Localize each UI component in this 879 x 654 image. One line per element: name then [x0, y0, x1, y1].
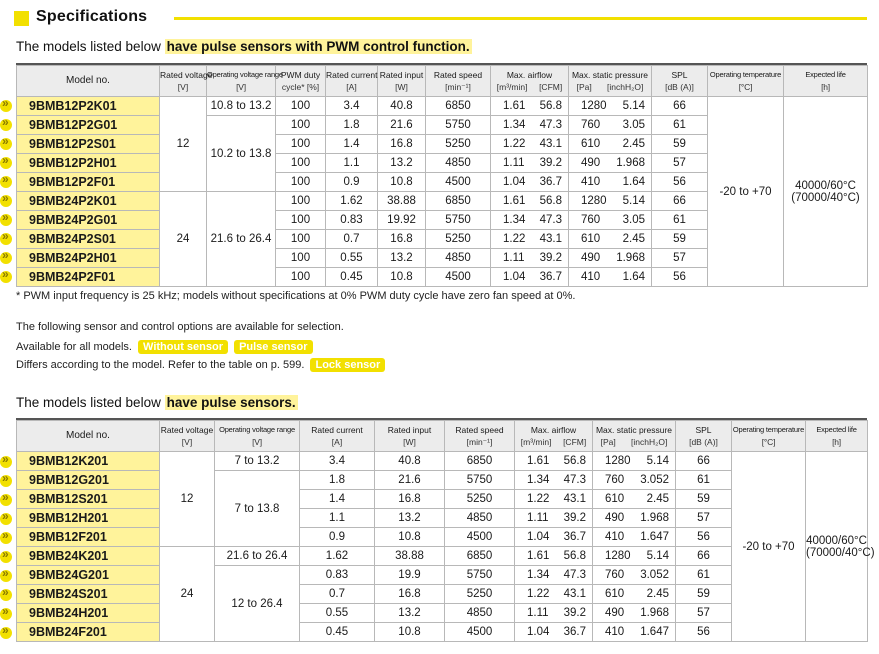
row-link-icon[interactable]	[0, 551, 12, 563]
table1	[16, 65, 868, 287]
pwm-cell: 100	[276, 116, 326, 135]
speed-cell: 5750	[426, 116, 491, 135]
section-marker	[14, 11, 29, 26]
header-spl: SPL [dB (A)]	[676, 421, 732, 452]
current-cell: 3.4	[300, 452, 375, 471]
spl-cell: 57	[676, 509, 732, 528]
row-link-icon[interactable]	[0, 532, 12, 544]
airflow-cell: 1.61 56.8	[515, 452, 593, 471]
spl-cell: 56	[652, 173, 708, 192]
pwm-cell: 100	[276, 211, 326, 230]
speed-cell: 4850	[426, 249, 491, 268]
table1-header-row	[17, 66, 868, 97]
speed-cell: 6850	[426, 192, 491, 211]
temp-cell: -20 to +70	[732, 452, 806, 642]
pressure-cell: 490 1.968	[569, 249, 652, 268]
pressure-cell: 410 1.64	[569, 173, 652, 192]
model-cell[interactable]: 9BMB24P2F01	[17, 268, 160, 287]
pwm-cell: 100	[276, 173, 326, 192]
spl-cell: 61	[652, 116, 708, 135]
spl-cell: 66	[676, 452, 732, 471]
input-cell: 13.2	[378, 154, 426, 173]
input-cell: 38.88	[375, 547, 445, 566]
airflow-cell: 1.61 56.8	[491, 192, 569, 211]
pulse-sensor-chip[interactable]: Pulse sensor	[234, 340, 312, 354]
pressure-cell: 1280 5.14	[569, 192, 652, 211]
row-link-icon[interactable]	[0, 494, 12, 506]
options-all-models-label: Available for all models.	[16, 341, 132, 353]
row-link-icon[interactable]	[0, 252, 12, 264]
input-cell: 16.8	[378, 135, 426, 154]
section-title: Specifications	[36, 8, 148, 25]
header-airflow: Max. airflow [m³/min] [CFM]	[491, 66, 569, 97]
pwm-cell: 100	[276, 97, 326, 116]
op-voltage-cell: 7 to 13.8	[215, 471, 300, 547]
rated-voltage-cell: 12	[160, 452, 215, 547]
airflow-cell: 1.04 36.7	[491, 268, 569, 287]
pressure-cell: 1280 5.14	[593, 452, 676, 471]
options-model-specific	[16, 358, 385, 372]
table2-intro-highlight: have pulse sensors.	[166, 395, 296, 410]
without-sensor-chip[interactable]: Without sensor	[138, 340, 228, 354]
header-pressure: Max. static pressure [Pa] [inchH₂O]	[569, 66, 652, 97]
speed-cell: 6850	[445, 452, 515, 471]
current-cell: 1.8	[326, 116, 378, 135]
table-row	[17, 452, 868, 471]
row-link-icon[interactable]	[0, 608, 12, 620]
row-link-icon[interactable]	[0, 271, 12, 283]
current-cell: 0.9	[326, 173, 378, 192]
input-cell: 38.88	[378, 192, 426, 211]
pressure-cell: 410 1.64	[569, 268, 652, 287]
spl-cell: 59	[676, 490, 732, 509]
current-cell: 1.4	[300, 490, 375, 509]
current-cell: 3.4	[326, 97, 378, 116]
airflow-cell: 1.04 36.7	[515, 623, 593, 642]
header-current: Rated current [A]	[300, 421, 375, 452]
row-link-icon[interactable]	[0, 157, 12, 169]
airflow-cell: 1.11 39.2	[515, 604, 593, 623]
input-cell: 40.8	[375, 452, 445, 471]
header-model: Model no.	[17, 66, 160, 97]
table2	[16, 420, 875, 642]
pressure-cell: 1280 5.14	[593, 547, 676, 566]
input-cell: 19.92	[378, 211, 426, 230]
speed-cell: 5750	[445, 566, 515, 585]
current-cell: 0.55	[326, 249, 378, 268]
header-temp: Operating temperature [°C]	[708, 66, 784, 97]
table2-header-row	[17, 421, 868, 452]
airflow-cell: 1.22 43.1	[515, 490, 593, 509]
airflow-cell: 1.04 36.7	[515, 528, 593, 547]
pressure-cell: 410 1.647	[593, 528, 676, 547]
model-cell[interactable]: 9BMB24P2H01	[17, 249, 160, 268]
speed-cell: 5750	[426, 211, 491, 230]
airflow-cell: 1.22 43.1	[491, 135, 569, 154]
model-cell[interactable]: 9BMB12K201	[17, 452, 160, 471]
input-cell: 13.2	[375, 604, 445, 623]
header-life: Expected life [h]	[784, 66, 868, 97]
row-link-icon[interactable]	[0, 570, 12, 582]
life-cell: 40000/60°C (70000/40°C)	[806, 452, 868, 642]
spl-cell: 66	[652, 97, 708, 116]
airflow-cell: 1.34 47.3	[515, 566, 593, 585]
input-cell: 10.8	[375, 528, 445, 547]
pressure-cell: 610 2.45	[593, 490, 676, 509]
pressure-cell: 410 1.647	[593, 623, 676, 642]
table2-intro-prefix: The models listed below	[16, 395, 161, 410]
row-link-icon[interactable]	[0, 475, 12, 487]
header-input: Rated input [W]	[378, 66, 426, 97]
rated-voltage-cell: 24	[160, 192, 207, 287]
current-cell: 1.62	[300, 547, 375, 566]
pwm-cell: 100	[276, 249, 326, 268]
temp-cell: -20 to +70	[708, 97, 784, 287]
airflow-cell: 1.11 39.2	[491, 154, 569, 173]
speed-cell: 5250	[426, 230, 491, 249]
spl-cell: 59	[676, 585, 732, 604]
speed-cell: 4500	[426, 268, 491, 287]
spl-cell: 57	[676, 604, 732, 623]
header-op-voltage: Operating voltage range [V]	[207, 66, 276, 97]
spl-cell: 57	[652, 249, 708, 268]
row-link-icon[interactable]	[0, 214, 12, 226]
model-cell[interactable]: 9BMB12H201	[17, 509, 160, 528]
current-cell: 0.55	[300, 604, 375, 623]
op-voltage-cell: 21.6 to 26.4	[207, 192, 276, 287]
pressure-cell: 490 1.968	[593, 604, 676, 623]
row-link-icon[interactable]	[0, 100, 12, 112]
input-cell: 10.8	[378, 268, 426, 287]
header-temp: Operating temperature [°C]	[732, 421, 806, 452]
current-cell: 0.7	[300, 585, 375, 604]
spl-cell: 66	[652, 192, 708, 211]
spl-cell: 66	[676, 547, 732, 566]
speed-cell: 5750	[445, 471, 515, 490]
pressure-cell: 490 1.968	[593, 509, 676, 528]
model-cell[interactable]: 9BMB12G201	[17, 471, 160, 490]
section-rule	[174, 17, 867, 20]
model-cell[interactable]: 9BMB12P2F01	[17, 173, 160, 192]
op-voltage-cell: 7 to 13.2	[215, 452, 300, 471]
spl-cell: 59	[652, 135, 708, 154]
row-link-icon[interactable]	[0, 513, 12, 525]
airflow-cell: 1.34 47.3	[491, 211, 569, 230]
row-link-icon[interactable]	[0, 589, 12, 601]
table1-footnote: * PWM input frequency is 25 kHz; models without specifications at 0% PWM duty cycle have zero fan speed at 0%.	[16, 290, 576, 302]
model-cell[interactable]: 9BMB24H201	[17, 604, 160, 623]
table-row	[17, 97, 868, 116]
model-cell[interactable]: 9BMB24G201	[17, 566, 160, 585]
input-cell: 10.8	[378, 173, 426, 192]
airflow-cell: 1.11 39.2	[491, 249, 569, 268]
pwm-cell: 100	[276, 230, 326, 249]
speed-cell: 4500	[445, 528, 515, 547]
row-link-icon[interactable]	[0, 119, 12, 131]
table1-intro-prefix: The models listed below	[16, 39, 161, 54]
speed-cell: 5250	[445, 585, 515, 604]
pressure-cell: 610 2.45	[569, 230, 652, 249]
header-op-voltage: Operating voltage range [V]	[215, 421, 300, 452]
spl-cell: 56	[676, 528, 732, 547]
header-model: Model no.	[17, 421, 160, 452]
row-link-icon[interactable]	[0, 176, 12, 188]
spl-cell: 59	[652, 230, 708, 249]
pwm-cell: 100	[276, 135, 326, 154]
table1-intro	[16, 39, 472, 54]
pressure-cell: 490 1.968	[569, 154, 652, 173]
row-link-icon[interactable]	[0, 456, 12, 468]
header-speed: Rated speed [min⁻¹]	[426, 66, 491, 97]
header-rated-voltage: Rated voltage [V]	[160, 421, 215, 452]
row-link-icon[interactable]	[0, 195, 12, 207]
airflow-cell: 1.34 47.3	[491, 116, 569, 135]
current-cell: 0.83	[326, 211, 378, 230]
input-cell: 21.6	[378, 116, 426, 135]
lock-sensor-chip[interactable]: Lock sensor	[310, 358, 385, 372]
model-cell[interactable]: 9BMB12P2H01	[17, 154, 160, 173]
rated-voltage-cell: 12	[160, 97, 207, 192]
row-link-icon[interactable]	[0, 627, 12, 639]
pressure-cell: 610 2.45	[569, 135, 652, 154]
speed-cell: 4850	[445, 509, 515, 528]
spl-cell: 56	[652, 268, 708, 287]
input-cell: 13.2	[375, 509, 445, 528]
model-cell[interactable]: 9BMB12S201	[17, 490, 160, 509]
op-voltage-cell: 12 to 26.4	[215, 566, 300, 642]
table2-intro	[16, 395, 298, 410]
header-airflow: Max. airflow [m³/min] [CFM]	[515, 421, 593, 452]
speed-cell: 4850	[426, 154, 491, 173]
op-voltage-cell: 10.8 to 13.2	[207, 97, 276, 116]
header-life: Expected life [h]	[806, 421, 868, 452]
model-cell[interactable]: 9BMB12P2K01	[17, 97, 160, 116]
header-pwm: PWM duty cycle* [%]	[276, 66, 326, 97]
options-model-specific-label: Differs according to the model. Refer to the table on p. 599.	[16, 359, 305, 371]
current-cell: 1.62	[326, 192, 378, 211]
row-link-icon[interactable]	[0, 138, 12, 150]
pressure-cell: 760 3.052	[593, 471, 676, 490]
rated-voltage-cell: 24	[160, 547, 215, 642]
speed-cell: 4500	[426, 173, 491, 192]
current-cell: 0.45	[300, 623, 375, 642]
model-cell[interactable]: 9BMB24P2K01	[17, 192, 160, 211]
airflow-cell: 1.61 56.8	[515, 547, 593, 566]
input-cell: 16.8	[378, 230, 426, 249]
airflow-cell: 1.34 47.3	[515, 471, 593, 490]
speed-cell: 4500	[445, 623, 515, 642]
speed-cell: 5250	[445, 490, 515, 509]
row-link-icon[interactable]	[0, 233, 12, 245]
header-spl: SPL [dB (A)]	[652, 66, 708, 97]
airflow-cell: 1.22 43.1	[491, 230, 569, 249]
header-rated-voltage: Rated voltage [V]	[160, 66, 207, 97]
op-voltage-cell: 21.6 to 26.4	[215, 547, 300, 566]
header-input: Rated input [W]	[375, 421, 445, 452]
pressure-cell: 1280 5.14	[569, 97, 652, 116]
input-cell: 16.8	[375, 490, 445, 509]
current-cell: 0.9	[300, 528, 375, 547]
input-cell: 10.8	[375, 623, 445, 642]
current-cell: 1.8	[300, 471, 375, 490]
speed-cell: 6850	[445, 547, 515, 566]
options-intro: The following sensor and control options are available for selection.	[16, 321, 344, 333]
pressure-cell: 610 2.45	[593, 585, 676, 604]
speed-cell: 5250	[426, 135, 491, 154]
pwm-cell: 100	[276, 154, 326, 173]
pwm-cell: 100	[276, 192, 326, 211]
spl-cell: 56	[676, 623, 732, 642]
header-current: Rated current [A]	[326, 66, 378, 97]
header-speed: Rated speed [min⁻¹]	[445, 421, 515, 452]
life-cell: 40000/60°C (70000/40°C)	[784, 97, 868, 287]
model-cell[interactable]: 9BMB24P2G01	[17, 211, 160, 230]
spl-cell: 61	[652, 211, 708, 230]
current-cell: 0.45	[326, 268, 378, 287]
spl-cell: 57	[652, 154, 708, 173]
airflow-cell: 1.61 56.8	[491, 97, 569, 116]
pressure-cell: 760 3.05	[569, 116, 652, 135]
airflow-cell: 1.11 39.2	[515, 509, 593, 528]
input-cell: 13.2	[378, 249, 426, 268]
model-cell[interactable]: 9BMB12P2G01	[17, 116, 160, 135]
model-cell[interactable]: 9BMB12F201	[17, 528, 160, 547]
input-cell: 16.8	[375, 585, 445, 604]
pressure-cell: 760 3.05	[569, 211, 652, 230]
spl-cell: 61	[676, 566, 732, 585]
header-pressure: Max. static pressure [Pa] [inchH₂O]	[593, 421, 676, 452]
airflow-cell: 1.22 43.1	[515, 585, 593, 604]
model-cell[interactable]: 9BMB24S201	[17, 585, 160, 604]
current-cell: 1.1	[326, 154, 378, 173]
pressure-cell: 760 3.052	[593, 566, 676, 585]
table1-intro-highlight: have pulse sensors with PWM control function.	[166, 39, 470, 54]
input-cell: 40.8	[378, 97, 426, 116]
current-cell: 1.4	[326, 135, 378, 154]
model-cell[interactable]: 9BMB24F201	[17, 623, 160, 642]
current-cell: 0.7	[326, 230, 378, 249]
airflow-cell: 1.04 36.7	[491, 173, 569, 192]
pwm-cell: 100	[276, 268, 326, 287]
current-cell: 1.1	[300, 509, 375, 528]
spl-cell: 61	[676, 471, 732, 490]
input-cell: 19.9	[375, 566, 445, 585]
model-cell[interactable]: 9BMB24K201	[17, 547, 160, 566]
model-cell[interactable]: 9BMB24P2S01	[17, 230, 160, 249]
model-cell[interactable]: 9BMB12P2S01	[17, 135, 160, 154]
section-header	[14, 8, 867, 30]
input-cell: 21.6	[375, 471, 445, 490]
op-voltage-cell: 10.2 to 13.8	[207, 116, 276, 192]
options-all-models	[16, 340, 313, 354]
speed-cell: 4850	[445, 604, 515, 623]
speed-cell: 6850	[426, 97, 491, 116]
current-cell: 0.83	[300, 566, 375, 585]
